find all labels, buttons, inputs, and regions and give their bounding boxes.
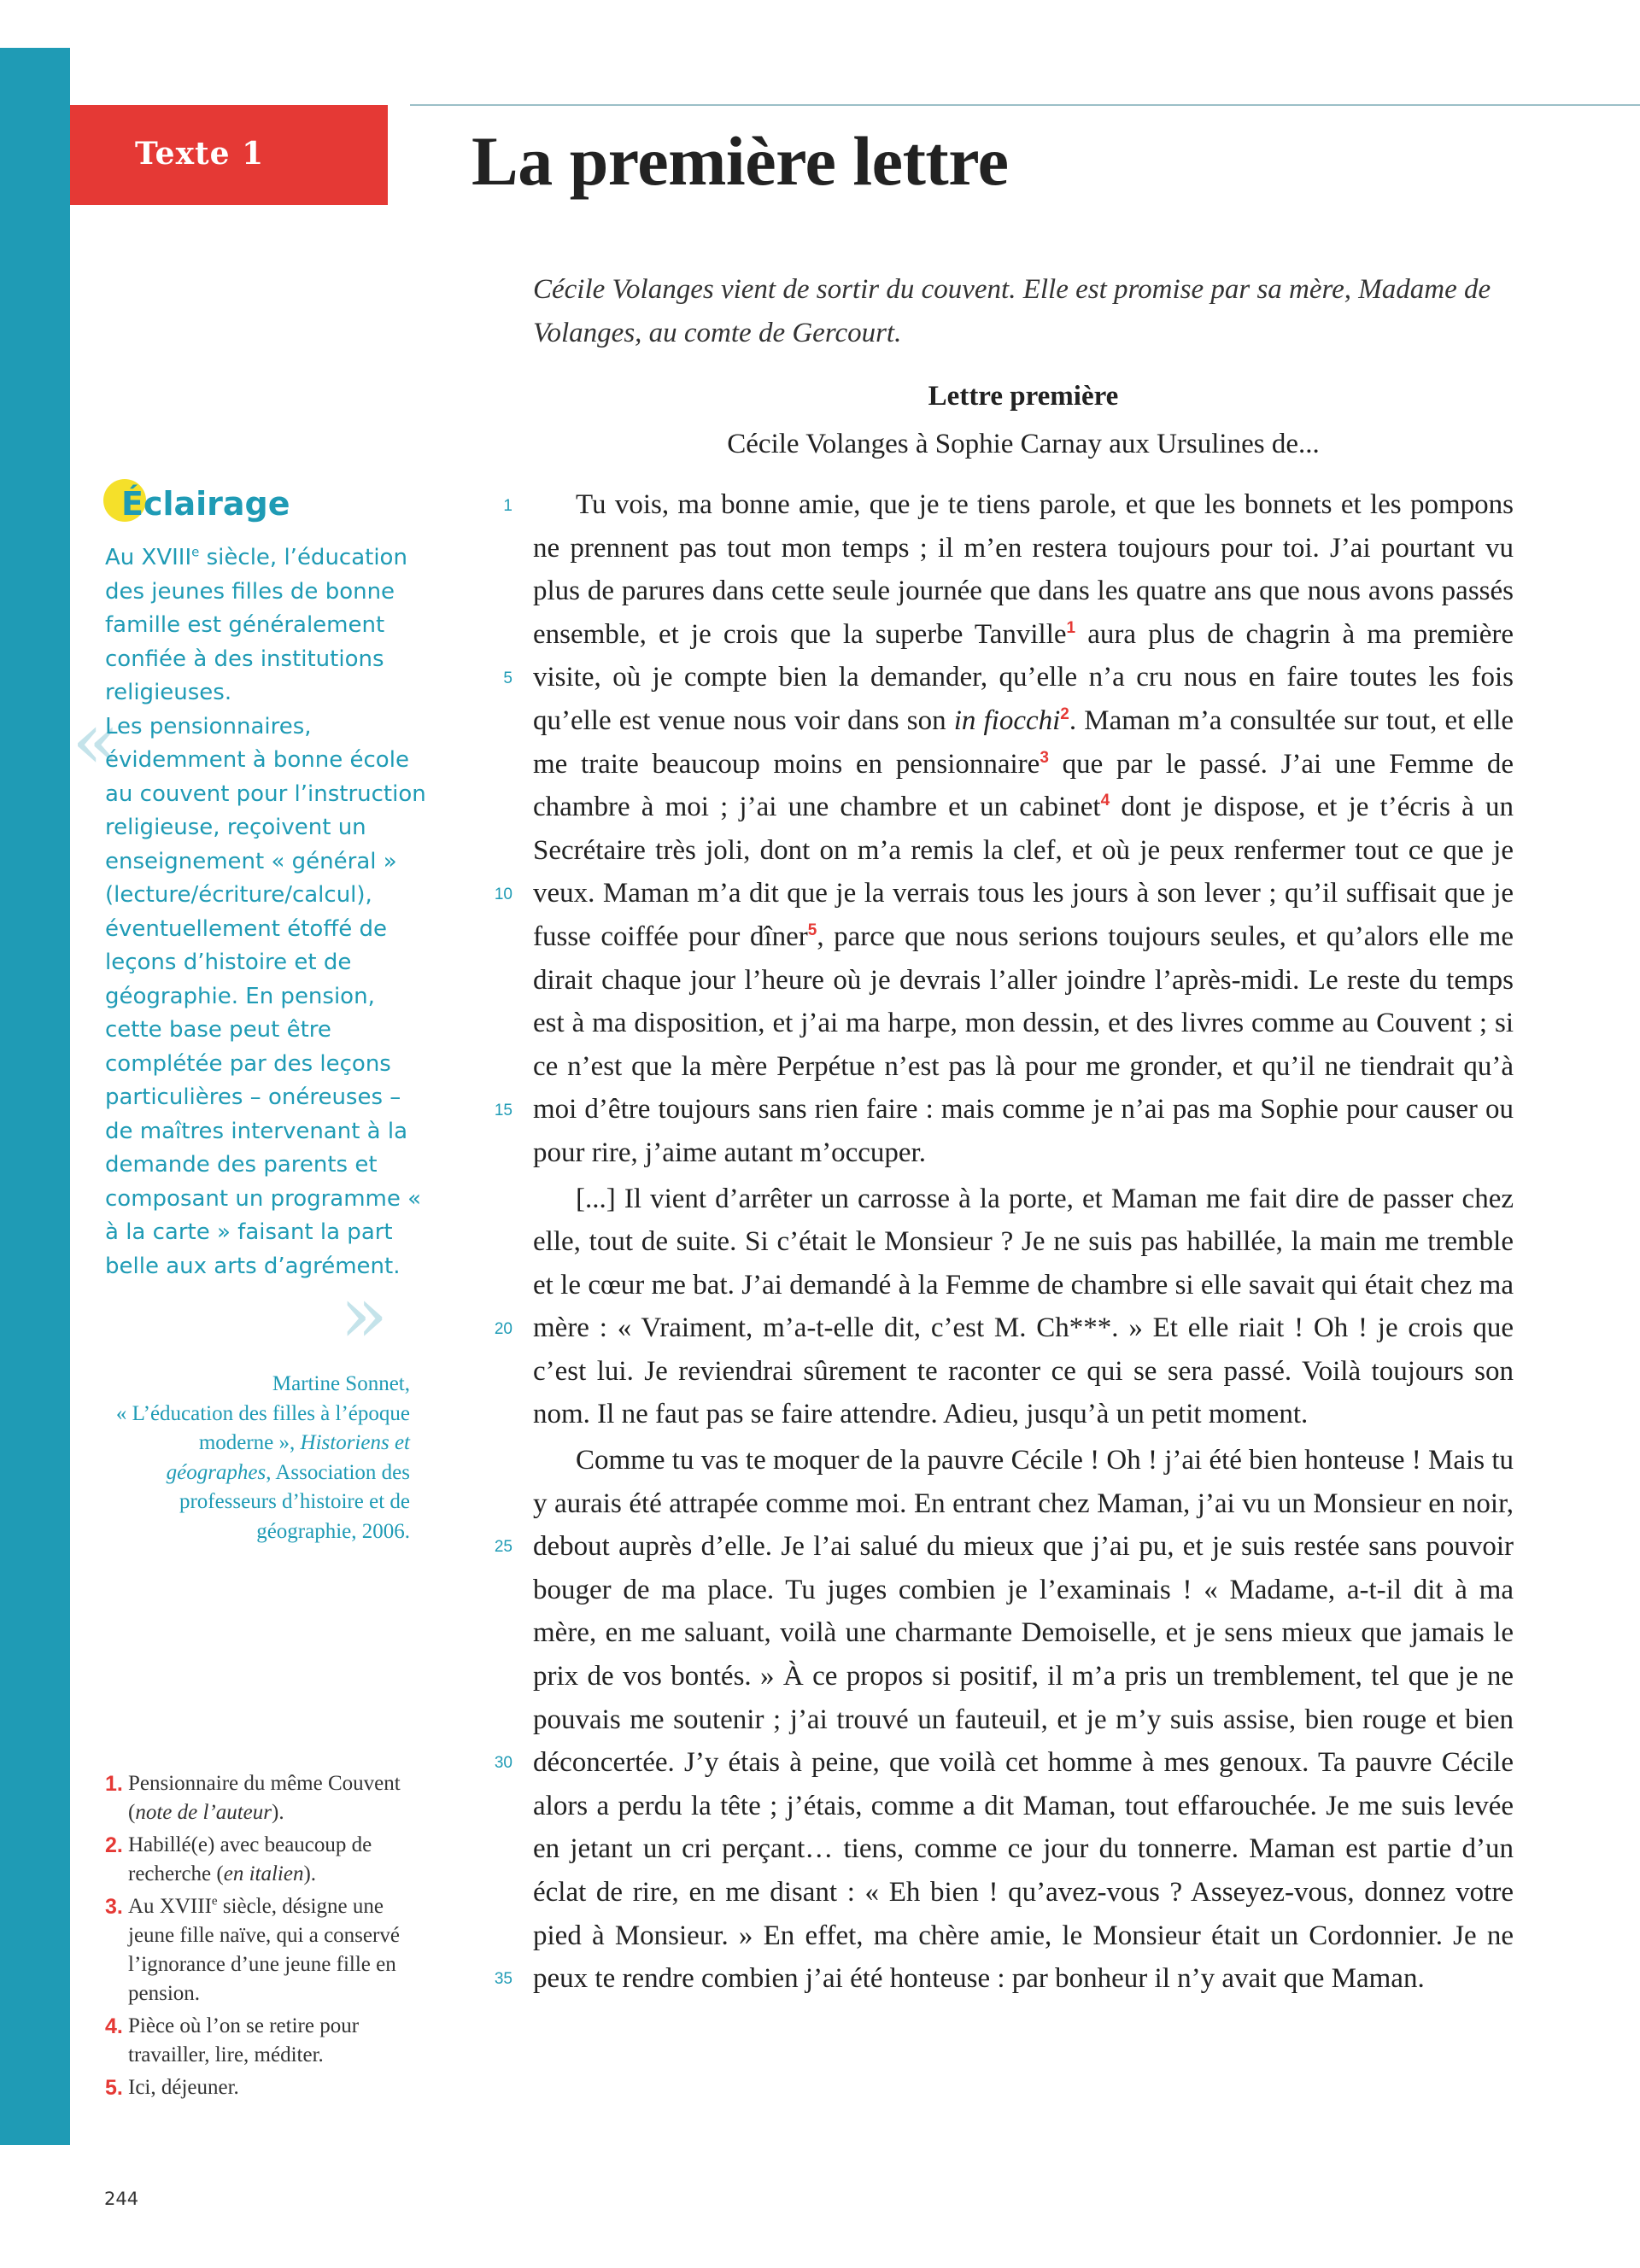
line-number: 30 bbox=[494, 1754, 512, 1772]
text-run: Tu vois, ma bonne amie, que je te tiens parole, et que les bonnets et les pompons ne prennent pas tout mon temps ; il m’en restera toujours pour toi. J’ai pourtant vu plus de parures dans cette seule journée que dans les quatre ans que nous avons passés ensemble, et je crois que la superbe Tanville bbox=[533, 489, 1514, 650]
footnote-item bbox=[105, 1769, 413, 1827]
footnote-ref-2: 2 bbox=[1060, 704, 1069, 723]
page-number: 244 bbox=[104, 2189, 139, 2209]
superscript: e bbox=[211, 1894, 218, 1909]
footnote-item bbox=[105, 1892, 413, 2008]
line-number: 25 bbox=[494, 1538, 512, 1556]
text-run: siècle, désigne une jeune fille naïve, qui a conservé l’ignorance d’une jeune fille en pension. bbox=[128, 1895, 400, 2005]
text-run: ). bbox=[272, 1801, 284, 1824]
line-number: 1 bbox=[503, 497, 512, 515]
text-run: , parce que nous serions toujours seules, et qu’alors elle me dirait chaque jour l’heure où je devrais l’aller joindre l’après-midi. Le reste du temps est à ma disposition, et j’ai ma harpe, mon dessin, et des livres comme au Couvent ; si ce n’est que la mère Perpétue n’est pas là pour me gronder, et qu’il ne tiendrait qu’à moi d’être toujours sans rien faire : mais comme je n’ai pas ma Sophie pour causer ou pour rire, j’aime autant m’occuper. bbox=[533, 921, 1514, 1168]
footnote-number: 3. bbox=[105, 1895, 123, 1919]
quote-close-icon: » bbox=[340, 1269, 389, 1360]
text-run: Pièce où l’on se retire pour travailler, lire, méditer. bbox=[128, 2014, 360, 2066]
intro-text: Cécile Volanges vient de sortir du couvent. Elle est promise par sa mère, Madame de Volanges, au comte de Gercourt. bbox=[533, 274, 1491, 348]
section-tag bbox=[70, 105, 388, 205]
source-author: Martine Sonnet, bbox=[272, 1372, 410, 1395]
footnote-item bbox=[105, 1831, 413, 1889]
text-run: Au XVIII bbox=[128, 1895, 212, 1918]
line-number: 15 bbox=[494, 1102, 512, 1119]
footnote-ref-4: 4 bbox=[1100, 792, 1110, 810]
footnote-number: 2. bbox=[105, 1833, 123, 1857]
text-run: ). bbox=[303, 1862, 317, 1885]
text-run: aura plus de chagrin à ma première visite, où je compte bien la demander, qu’elle n’a cru nous en faire toutes les fois qu’elle est venue nous voir dans son bbox=[533, 618, 1514, 736]
footnotes-list bbox=[105, 1769, 413, 2106]
line-number: 35 bbox=[494, 1970, 512, 1988]
eclairage-title: Éclairage bbox=[121, 485, 290, 523]
footnote-item bbox=[105, 2073, 413, 2102]
letter-address: Cécile Volanges à Sophie Carnay aux Ursulines de... bbox=[727, 429, 1320, 459]
text-run: Ici, déjeuner. bbox=[128, 2076, 239, 2099]
eclairage-body bbox=[105, 541, 428, 1283]
footnote-ref-5: 5 bbox=[807, 921, 817, 939]
text-run: Au XVIII bbox=[105, 545, 192, 570]
paragraph-3: Comme tu vas te moquer de la pauvre Cécile ! Oh ! j’ai été bien honteuse ! Mais tu y aurais été attrapée comme moi. En entrant chez Maman, j’ai vu un Monsieur en noir, debout auprès d’elle. Je l’ai salué du mieux que j’ai pu, et je suis restée sans pouvoir bouger de ma place. Tu juges combien je l’examinais ! « Madame, a-t-il dit à ma mère, en me saluant, voilà une charmante Demoiselle, et je sens mieux que jamais le prix de vos bontés. » À ce propos si positif, il m’a pris un tremblement, tel que je ne pouvais me soutenir ; j’ai trouvé un fauteuil, et je m’y suis assise, bien rouge et bien déconcertée. J’y étais à peine, que voilà cet homme à mes genoux. Ta pauvre Cécile alors a perdu la tête ; j’étais, comme a dit Maman, tout effarouchée. Je me suis levée en jetant un cri perçant… tiens, comme ce jour du tonnerre. Maman est partie d’un éclat de rire, en me disant : « Eh bien ! qu’avez-vous ? Asseyez-vous, donnez votre pied à Monsieur. » En effet, ma chère amie, le Monsieur était un Cordonnier. Je ne peux te rendre combien j’ai été honteuse : par bonheur il n’y avait que Maman. bbox=[533, 1445, 1514, 1995]
text-run: siècle, l’éducation des jeunes filles de bonne famille est généralement confiée à des institutions religieuses. bbox=[105, 545, 407, 705]
text-run: Pensionnaire du même Couvent ( bbox=[128, 1772, 401, 1824]
letter-body bbox=[533, 483, 1514, 2001]
italic-phrase: note de l’auteur bbox=[135, 1801, 272, 1824]
footnote-ref-3: 3 bbox=[1040, 748, 1049, 767]
header-divider bbox=[410, 104, 1640, 106]
footnote-number: 4. bbox=[105, 2014, 123, 2038]
eclairage-source bbox=[94, 1370, 410, 1546]
source-journal: Historiens et géographes bbox=[166, 1431, 410, 1484]
letter-heading: Lettre première bbox=[928, 381, 1119, 412]
footnote-number: 5. bbox=[105, 2076, 123, 2100]
footnote-ref-1: 1 bbox=[1066, 618, 1076, 637]
text-run: . Maman m’a consultée sur tout, et elle me traite beaucoup moins en pensionnaire bbox=[533, 704, 1514, 780]
side-color-bar bbox=[0, 48, 70, 2145]
line-number: 20 bbox=[494, 1320, 512, 1338]
line-number: 10 bbox=[494, 886, 512, 903]
section-label: Texte 1 bbox=[135, 136, 265, 172]
superscript: e bbox=[191, 544, 200, 560]
italic-phrase: in fiocchi bbox=[953, 704, 1061, 736]
eclairage-paragraph-1 bbox=[105, 541, 428, 710]
text-run: que par le passé. J’ai une Femme de chambre à moi ; j’ai une chambre et un cabinet bbox=[533, 748, 1514, 823]
paragraph-1 bbox=[533, 483, 1514, 1175]
text-run: dont je dispose, et je t’écris à un Secrétaire très joli, dont on m’a remis la clef, et où je peux renfermer tout ce que je veux. Maman m’a dit que je la verrais tous les jours à son lever ; qu’il suffisait que je fusse coiffée pour dîner bbox=[533, 792, 1514, 952]
line-number: 5 bbox=[503, 669, 512, 687]
letter-heading-block bbox=[533, 372, 1514, 468]
source-rest: , Association des professeurs d’histoire et de géographie, 2006. bbox=[179, 1460, 410, 1543]
text-run: Habillé(e) avec beaucoup de recherche ( bbox=[128, 1833, 372, 1885]
eclairage-paragraph-2: Les pensionnaires, évidemment à bonne école au couvent pour l’instruction religieuse, reçoivent un enseignement « général » (lecture/écriture/calcul), éventuellement étoffé de leçons d’histoire et de géographie. En pension, cette base peut être complétée par des leçons particulières – onéreuses – de maîtres intervenant à la demande des parents et composant un programme « à la carte » faisant la part belle aux arts d’agrément. bbox=[105, 713, 426, 1279]
italic-phrase: en italien bbox=[223, 1862, 304, 1885]
page-title: La première lettre bbox=[472, 122, 1009, 200]
quote-open-icon: « bbox=[72, 695, 120, 786]
paragraph-2: [...] Il vient d’arrêter un carrosse à la porte, et Maman me fait dire de passer chez elle, tout de suite. Si c’était le Monsieur ? Je ne suis pas habillée, la main me tremble et le cœur me bat. J’ai demandé à la Femme de chambre si elle savait qui était chez ma mère : « Vraiment, m’a-t-elle dit, c’est M. Ch***. » Et elle riait ! Oh ! je crois que c’est lui. Je reviendrai sûrement te raconter ce qui se sera passé. Voilà toujours son nom. Il ne faut pas se faire attendre. Adieu, jusqu’à un petit moment. bbox=[533, 1183, 1514, 1430]
footnote-item bbox=[105, 2012, 413, 2070]
source-title: « L’éducation des filles à l’époque moderne », bbox=[115, 1401, 410, 1454]
footnote-number: 1. bbox=[105, 1772, 123, 1796]
